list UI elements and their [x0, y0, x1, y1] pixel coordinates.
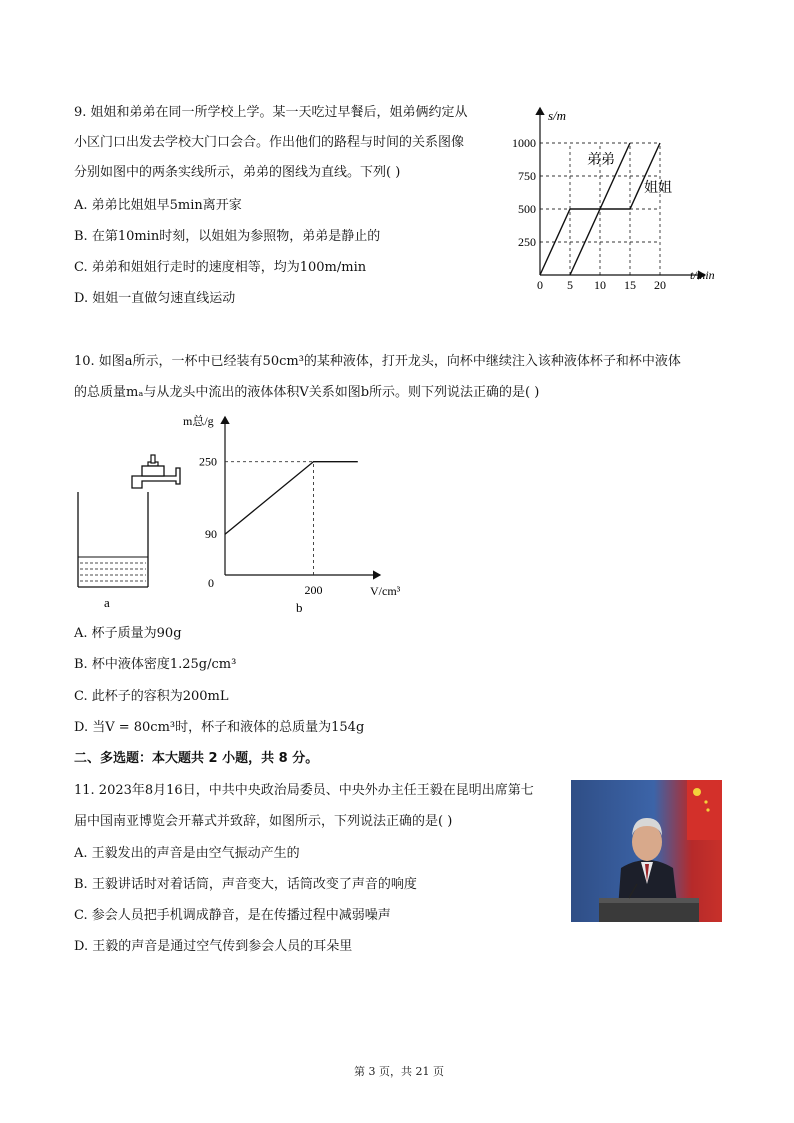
- q11-line-1: 11. 2023年8月16日，中共中央政治局委员、中央外办主任王毅在昆明出席第七: [74, 783, 534, 798]
- q10-y-tick-0: 90: [205, 527, 217, 542]
- q10-option-c: C. 此杯子的容积为200mL: [74, 689, 229, 704]
- q10-option-a: A. 杯子质量为90g: [74, 626, 182, 641]
- q9-option-c: C. 弟弟和姐姐行走时的速度相等，均为100m/min: [74, 260, 367, 275]
- q9-line-2: 小区门口出发去学校大门口会合。作出他们的路程与时间的关系图像: [74, 135, 465, 150]
- q9-line-1: 9. 姐姐和弟弟在同一所学校上学。某一天吃过早餐后，姐弟俩约定从: [74, 105, 468, 120]
- q10-y-tick-1: 250: [199, 454, 217, 469]
- q9-series-label-didi: 弟弟: [587, 153, 615, 168]
- q10-fig-a-beaker: [70, 450, 190, 615]
- q10-fig-b-label: b: [296, 600, 303, 615]
- q10-series: [225, 462, 358, 535]
- q10-x-label: V/cm³: [370, 584, 401, 598]
- q9-y-tick-0: 250: [518, 235, 536, 249]
- q11-line-2: 届中国南亚博览会开幕式并致辞，如图所示，下列说法正确的是( ): [74, 814, 453, 829]
- q9-st-chart: [512, 100, 730, 292]
- q9-option-b: B. 在第10min时刻，以姐姐为参照物，弟弟是静止的: [74, 229, 381, 244]
- q10-origin-label: 0: [208, 576, 214, 590]
- q11-option-a: A. 王毅发出的声音是由空气振动产生的: [74, 846, 300, 861]
- q10-x-tick-0: 200: [304, 583, 323, 597]
- q10-option-b: B. 杯中液体密度1.25g/cm³: [74, 657, 237, 672]
- q9-y-tick-3: 1000: [512, 136, 536, 150]
- q9-x-tick-2: 10: [594, 278, 606, 292]
- q9-series-label-jiejie: 姐姐: [644, 181, 672, 196]
- q9-y-tick-2: 750: [518, 169, 536, 183]
- q9-y-tick-1: 500: [518, 202, 536, 216]
- q9-x-tick-3: 15: [624, 278, 636, 292]
- q9-x-label: t/min: [690, 268, 715, 282]
- q11-option-b: B. 王毅讲话时对着话筒，声音变大，话筒改变了声音的响度: [74, 877, 417, 892]
- q10-line-1: 10. 如图a所示，一杯中已经装有50cm³的某种液体，打开龙头，向杯中继续注入该种液体杯子和杯中液体: [74, 354, 681, 369]
- q10-y-label: m总/g: [183, 414, 214, 428]
- q9-x-tick-1: 5: [567, 278, 573, 292]
- q11-speaker-photo: [571, 780, 722, 922]
- q9-x-tick-0: 0: [537, 278, 543, 292]
- q9-line-3: 分别如图中的两条实线所示，弟弟的图线为直线。下列( ): [74, 165, 401, 180]
- q11-option-c: C. 参会人员把手机调成静音，是在传播过程中减弱噪声: [74, 908, 391, 923]
- q11-option-d: D. 王毅的声音是通过空气传到参会人员的耳朵里: [74, 939, 353, 954]
- q10-fig-b-chart: [183, 405, 415, 620]
- q9-y-label: s/m: [548, 108, 567, 123]
- page-footer: 第 3 页，共 21 页: [354, 1065, 444, 1078]
- q10-option-d: D. 当V = 80cm³时，杯子和液体的总质量为154g: [74, 720, 365, 735]
- q10-guides: [225, 462, 314, 575]
- q10-fig-a-label: a: [104, 595, 110, 610]
- q9-option-a: A. 弟弟比姐姐早5min离开家: [74, 198, 242, 213]
- q10-labels: [199, 455, 323, 597]
- q10-series-line: [225, 462, 358, 535]
- q9-option-d: D. 姐姐一直做匀速直线运动: [74, 291, 236, 306]
- q9-x-tick-4: 20: [654, 278, 666, 292]
- q10-line-2: 的总质量mₐ与从龙头中流出的液体体积V关系如图b所示。则下列说法正确的是( ): [74, 385, 540, 400]
- section-title-multi-choice: 二、多选题：本大题共 2 小题，共 8 分。: [74, 751, 319, 766]
- faucet-icon: [132, 455, 180, 488]
